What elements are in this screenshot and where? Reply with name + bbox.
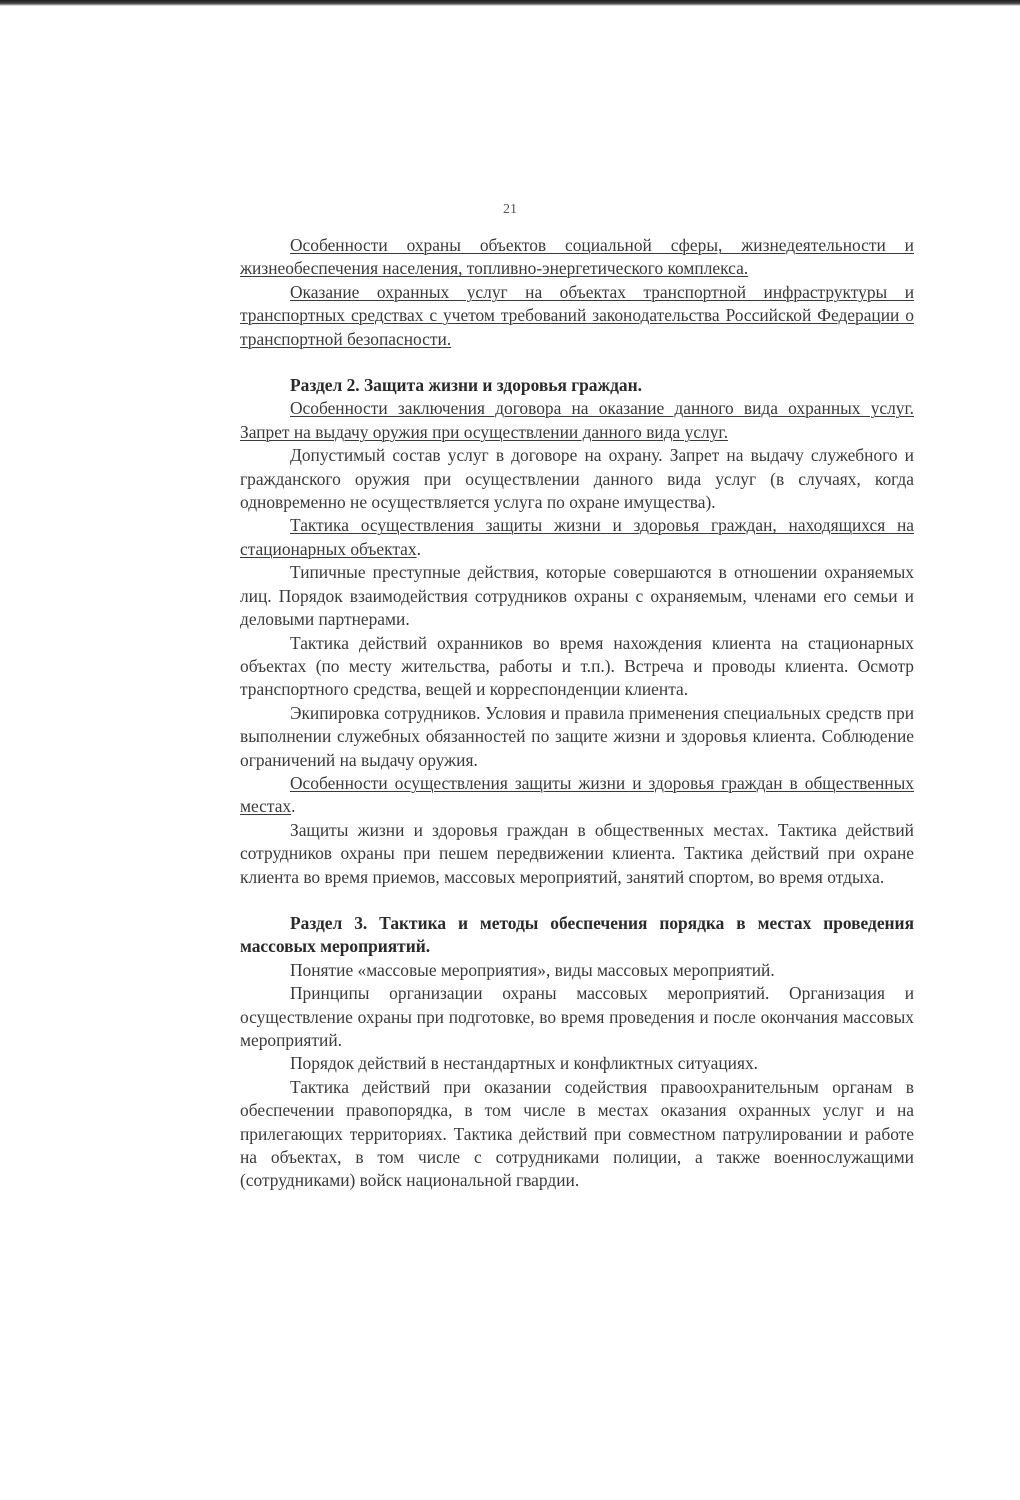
underlined-topic: Особенности заключения договора на оказание данного вида охранных услуг. Запрет на выдачу оружия при осуществлении данного вида услуг. [240,398,914,442]
paragraph: Тактика действий при оказании содействия правоохранительным органам в обеспечении правопорядка, в том числе в местах оказания охранных услуг и на прилегающих территориях. Тактика действий при совместном патрулировании и работе на объектах, в том числе с сотрудниками полиции, а также военнослужащими (сотрудниками) войск национальной гвардии. [240,1076,914,1191]
document-body [240,234,914,1193]
paragraph: Понятие «массовые мероприятия», виды массовых мероприятий. [290,959,775,980]
paragraph: Допустимый состав услуг в договоре на охрану. Запрет на выдачу служебного и гражданского оружия при осуществлении данного вида услуг (в случаях, когда одновременно не осуществляется услуга по охране имущества). [240,445,914,513]
paragraph [240,397,914,444]
paragraph [240,772,914,819]
section-2-heading: Раздел 2. Защита жизни и здоровья граждан. [290,375,642,396]
topic-period: . [416,538,421,559]
topic-period: . [291,796,296,817]
section-gap [240,889,914,912]
scan-top-edge [0,0,1020,6]
paragraph [240,514,914,561]
paragraph: Принципы организации охраны массовых мероприятий. Организация и осуществление охраны при подготовке, во время проведения и после окончания массовых мероприятий. [240,983,914,1050]
paragraph: Экипировка сотрудников. Условия и правила применения специальных средств при выполнении служебных обязанностей по защите жизни и здоровья клиента. Соблюдение ограничений на выдачу оружия. [240,702,914,770]
paragraph [240,234,914,281]
underlined-topic: Особенности охраны объектов социальной сферы, жизнедеятельности и жизнеобеспечения населения, топливно-энергетического комплекса. [240,235,914,279]
underlined-topic: Тактика осуществления защиты жизни и здоровья граждан, находящихся на стационарных объектах [240,515,914,559]
underlined-topic: Особенности осуществления защиты жизни и здоровья граждан в общественных местах [240,772,914,817]
paragraph: Тактика действий охранников во время нахождения клиента на стационарных объектах (по месту жительства, работы и т.п.). Встреча и проводы клиента. Осмотр транспортного средства, вещей и корреспонденции клиента. [240,632,914,700]
paragraph: Типичные преступные действия, которые совершаются в отношении охраняемых лиц. Порядок взаимодействия сотрудников охраны с охраняемым, членами его семьи и деловыми партнерами. [240,562,914,630]
paragraph [240,281,914,351]
paragraph: Порядок действий в нестандартных и конфликтных ситуациях. [290,1053,759,1074]
section-gap [240,351,914,374]
section-3-heading: Раздел 3. Тактика и методы обеспечения порядка в местах проведения массовых мероприятий. [240,912,914,957]
paragraph: Защиты жизни и здоровья граждан в общественных местах. Тактика действий сотрудников охраны при пешем передвижении клиента. Тактика действий при охране клиента во время приемов, массовых мероприятий, занятий спортом, во время отдыха. [240,819,914,887]
page-number: 21 [503,202,517,217]
underlined-topic: Оказание охранных услуг на объектах транспортной инфраструктуры и транспортных средствах с учетом требований законодательства Российской Федерации о транспортной безопасности. [240,281,914,349]
